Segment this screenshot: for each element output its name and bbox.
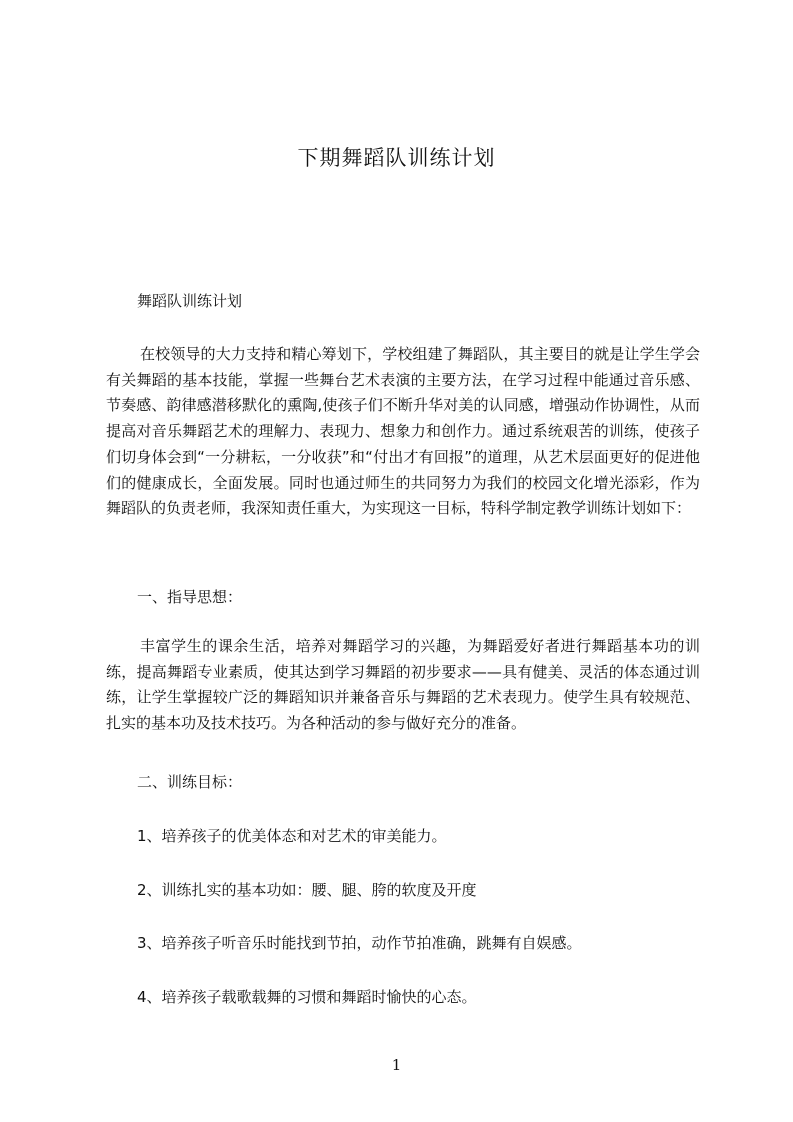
- document-subtitle: 舞蹈队训练计划: [137, 292, 243, 310]
- guiding-ideas-paragraph: 丰富学生的课余生活，培养对舞蹈学习的兴趣，为舞蹈爱好者进行舞蹈基本功的训练，提高舞蹈专业素质，使其达到学习舞蹈的初步要求——具有健美、灵活的体态通过训练，让学生掌握较广泛的舞蹈知识并兼备音乐与舞蹈的艺术表现力。使学生具有较规范、扎实的基本功及技术技巧。为各种活动的参与做好充分的准备。: [106, 637, 700, 733]
- goal-item-3: 3、培养孩子听音乐时能找到节拍，动作节拍准确，跳舞有自娱感。: [137, 934, 582, 952]
- page-title: 下期舞蹈队训练计划: [297, 146, 496, 170]
- goal-item-2: 2、训练扎实的基本功如：腰、腿、胯的软度及开度: [137, 881, 477, 899]
- goal-item-4: 4、培养孩子载歌载舞的习惯和舞蹈时愉快的心态。: [137, 988, 477, 1006]
- goal-item-1: 1、培养孩子的优美体态和对艺术的审美能力。: [137, 827, 447, 845]
- section-heading-guiding-ideas: 一、指导思想：: [137, 588, 243, 606]
- section-heading-training-goals: 二、训练目标：: [137, 773, 243, 791]
- intro-paragraph: 在校领导的大力支持和精心筹划下，学校组建了舞蹈队，其主要目的就是让学生学会有关舞蹈的基本技能，掌握一些舞台艺术表演的主要方法，在学习过程中能通过音乐感、节奏感、韵律感潜移默化的熏陶,使孩子们不断升华对美的认同感，增强动作协调性，从而提高对音乐舞蹈艺术的理解力、表现力、想象力和创作力。通过系统艰苦的训练，使孩子们切身体会到“一分耕耘，一分收获”和“付出才有回报”的道理，从艺术层面更好的促进他们的健康成长，全面发展。同时也通过师生的共同努力为我们的校园文化增光添彩，作为舞蹈队的负责老师，我深知责任重大，为实现这一目标，特科学制定教学训练计划如下：: [106, 345, 700, 518]
- page-number: 1: [391, 1056, 402, 1074]
